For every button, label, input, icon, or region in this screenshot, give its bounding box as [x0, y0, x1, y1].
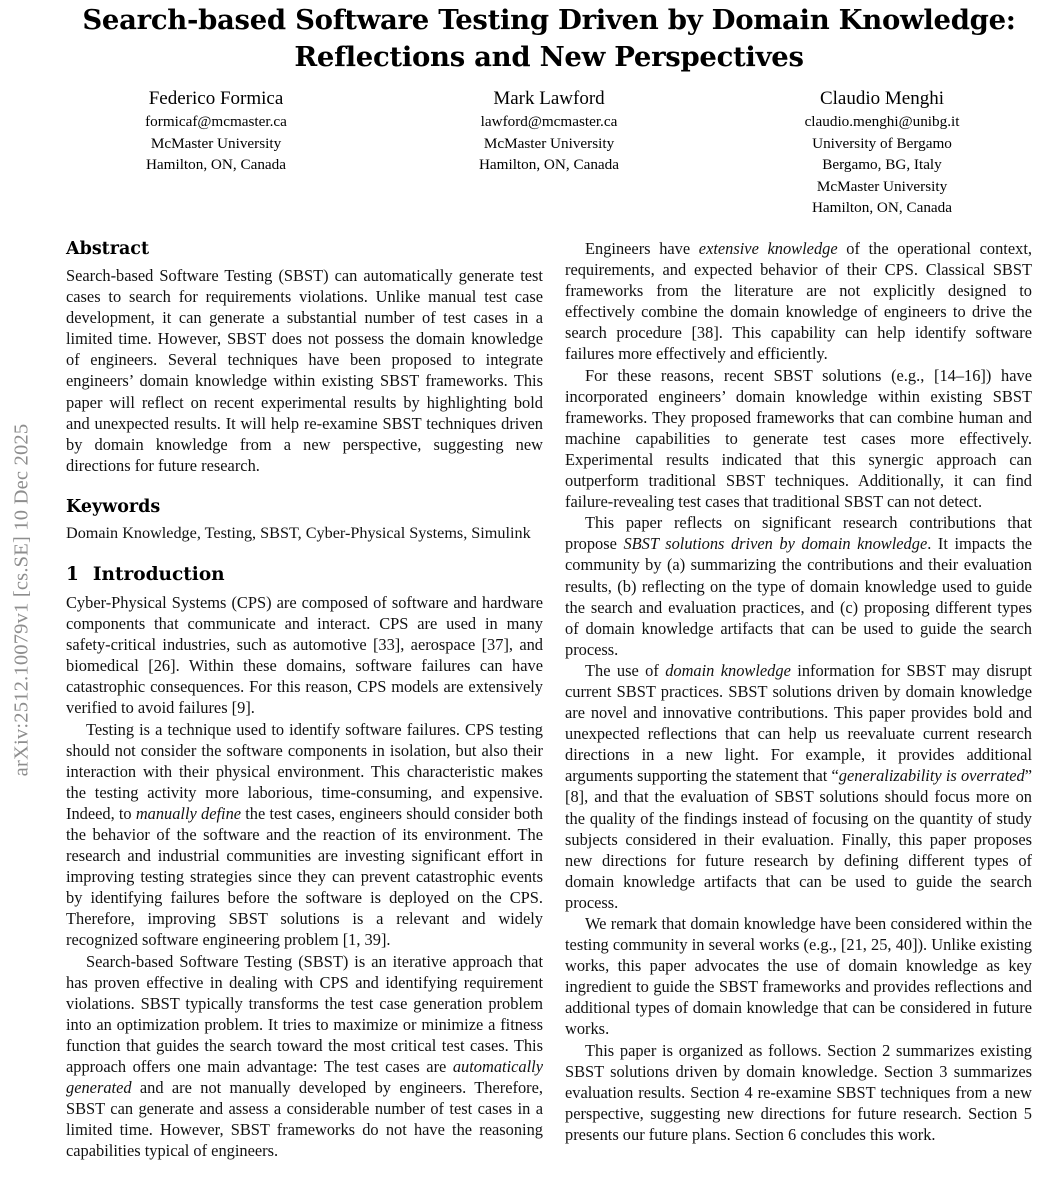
author-1 — [66, 86, 366, 219]
author-email[interactable]: claudio.menghi@unibg.it — [804, 113, 960, 130]
keywords-text: Domain Knowledge, Testing, SBST, Cyber-Physical Systems, Simulink — [66, 523, 531, 542]
author-affiliation: Hamilton, ON, Canada — [478, 156, 620, 173]
keywords-heading: Keywords — [66, 496, 161, 517]
body-paragraph — [565, 512, 1032, 660]
paragraph-text: ” [8], and that the evaluation of SBST solutions should focus more on the quality of the findings instead of focusing on the quantity of study subjects considered in their evaluation. Finally, this paper proposes new directions for future research by defining different types of domain knowledge artifacts that can be used to guide the search process. — [565, 766, 1032, 912]
emphasis-text: automatically generated — [66, 1057, 543, 1098]
author-2 — [399, 86, 699, 219]
paragraph-text: Cyber-Physical Systems (CPS) are composed of software and hardware components that communicate and interact. CPS are used in many safety-critical industries, such as automotive [33], aerospace [37], and biomedical [26]. Within these domains, software failures can have catastrophic consequences. For this reason, CPS models are extensively verified to avoid failures [9]. — [66, 592, 543, 718]
abstract-text: Search-based Software Testing (SBST) can automatically generate test cases to search for requirements violations. Unlike manual test case development, it can generate a substantial number of test cases in a limited time. However, SBST does not possess the domain knowledge of engineers. Several techniques have been proposed to integrate engineers’ domain knowledge within existing SBST frameworks. This paper will reflect on recent experimental results by highlighting bold and unexpected results. It will help re-examine SBST techniques driven by domain knowledge from a new perspective, suggesting new directions for future research. — [66, 266, 543, 475]
two-column-body — [66, 238, 1032, 1200]
author-block — [66, 86, 1032, 219]
author-affiliation: Hamilton, ON, Canada — [811, 199, 953, 216]
body-paragraph — [565, 660, 1032, 913]
emphasis-text: manually define — [135, 803, 242, 823]
author-affiliation: University of Bergamo — [812, 134, 952, 152]
emphasis-text: domain knowledge — [665, 660, 791, 680]
left-column-paragraphs — [66, 592, 543, 1162]
emphasis-text: extensive knowledge — [698, 239, 838, 258]
paragraph-text: . It impacts the community by (a) summarizing the contributions and their evaluation results, (b) reflecting on the type of domain knowledge used to guide the search and evaluation practices, and (c) proposing different types of domain knowledge artifacts that can be used to guide the search process. — [565, 534, 1032, 659]
emphasis-text: SBST solutions driven by domain knowledge — [623, 534, 928, 554]
paragraph-text: of the operational context, requirements, and expected behavior of their CPS. Classical SBST frameworks from the literature are not explicitly designed to effectively combine the domain knowledge of engineers to drive the search procedure [38]. This capability can help identify software failures more effectively and efficiently. — [565, 239, 1032, 364]
section-title: Introduction — [92, 563, 225, 585]
right-column-paragraphs — [565, 238, 1032, 1145]
section-heading-introduction — [66, 563, 543, 587]
author-name: Mark Lawford — [493, 88, 605, 109]
arxiv-stamp-text: arXiv:2512.10079v1 [cs.SE] 10 Dec 2025 — [10, 423, 33, 777]
emphasis-text: generalizability is overrated — [838, 766, 1025, 786]
author-email[interactable]: formicaf@mcmaster.ca — [145, 113, 287, 130]
author-email[interactable]: lawford@mcmaster.ca — [480, 113, 618, 130]
author-affiliation: McMaster University — [816, 177, 948, 195]
paragraph-text: This paper is organized as follows. Section 2 summarizes existing SBST solutions driven by domain knowledge. Section 3 summarizes evaluation results. Section 4 re-examine SBST techniques from a new perspective, suggesting new directions for future research. Section 5 presents our future plans. Section 6 concludes this work. — [565, 1040, 1032, 1144]
author-affiliation: Bergamo, BG, Italy — [822, 156, 942, 173]
paragraph-text: Engineers have — [585, 239, 699, 258]
body-paragraph — [565, 913, 1032, 1040]
paragraph-text: Search-based Software Testing (SBST) is an iterative approach that has proven effective in dealing with CPS and identifying requirement violations. SBST typically transforms the test case generation problem into an optimization problem. It tries to maximize or minimize a fitness function that guides the search toward the most critical test cases. This approach offers one main advantage: The test cases are — [66, 951, 543, 1076]
author-affiliation: McMaster University — [150, 134, 282, 152]
body-paragraph — [565, 1040, 1032, 1145]
paragraph-text: For these reasons, recent SBST solutions (e.g., [14–16]) have incorporated engineers’ domain knowledge within existing SBST frameworks. They proposed frameworks that can combine human and machine capabilities to generate test cases more effectively. Experimental results indicated that this synergic approach can outperform traditional SBST techniques. Additionally, it can find failure-revealing test cases that traditional SBST can not detect. — [565, 365, 1032, 512]
section-number: 1 — [66, 563, 79, 585]
author-name: Claudio Menghi — [819, 88, 945, 109]
paragraph-text: The use of — [585, 660, 666, 680]
title-block — [66, 0, 1032, 76]
abstract-heading: Abstract — [66, 239, 150, 259]
author-name: Federico Formica — [148, 88, 284, 109]
paragraph-text: This paper reflects on significant research contributions that propose — [565, 513, 1032, 554]
body-paragraph — [565, 365, 1032, 513]
body-paragraph — [66, 951, 543, 1162]
body-paragraph — [66, 592, 543, 719]
paragraph-text: We remark that domain knowledge have been considered within the testing community in several works (e.g., [21, 25, 40]). Unlike existing works, this paper advocates the use of domain knowledge as key ingredient to guide the SBST frameworks and provides reflections and additional types of domain knowledge that can be considered in future works. — [565, 914, 1032, 1039]
author-3 — [732, 86, 1032, 219]
paragraph-text: Testing is a technique used to identify software failures. CPS testing should not consider the software components in isolation, but also their interaction with their physical environment. This characteristic makes the testing activity more laborious, time-consuming, and expensive. Indeed, to — [66, 719, 543, 823]
author-affiliation: McMaster University — [483, 134, 615, 152]
paragraph-text: information for SBST may disrupt current SBST practices. SBST solutions driven by domain knowledge are novel and innovative contributions. This paper provides bold and unexpected reflections that can help us reevaluate current research directions in a new light. For example, it provides additional arguments supporting the statement that “ — [565, 660, 1032, 786]
page-title: Search-based Software Testing Driven by Domain Knowledge: Reflections and New Perspectives — [82, 4, 1016, 73]
left-column — [66, 238, 543, 1200]
body-paragraph — [565, 238, 1032, 365]
paragraph-text: and are not manually developed by engineers. Therefore, SBST can generate and assess a considerable number of test cases in a limited time. However, SBST frameworks do not have the reasoning capabilities typical of engineers. — [66, 1078, 543, 1161]
author-affiliation: Hamilton, ON, Canada — [145, 156, 287, 173]
body-paragraph — [66, 719, 543, 951]
right-column — [565, 238, 1032, 1200]
paragraph-text: the test cases, engineers should consider both the behavior of the software and the reaction of its environment. The research and industrial communities are investing significant effort in improving testing strategies since they can prevent catastrophic events by identifying failures before the software is deployed on the CPS. Therefore, improving SBST solutions is a relevant and widely recognized software engineering problem [1, 39]. — [66, 803, 543, 950]
